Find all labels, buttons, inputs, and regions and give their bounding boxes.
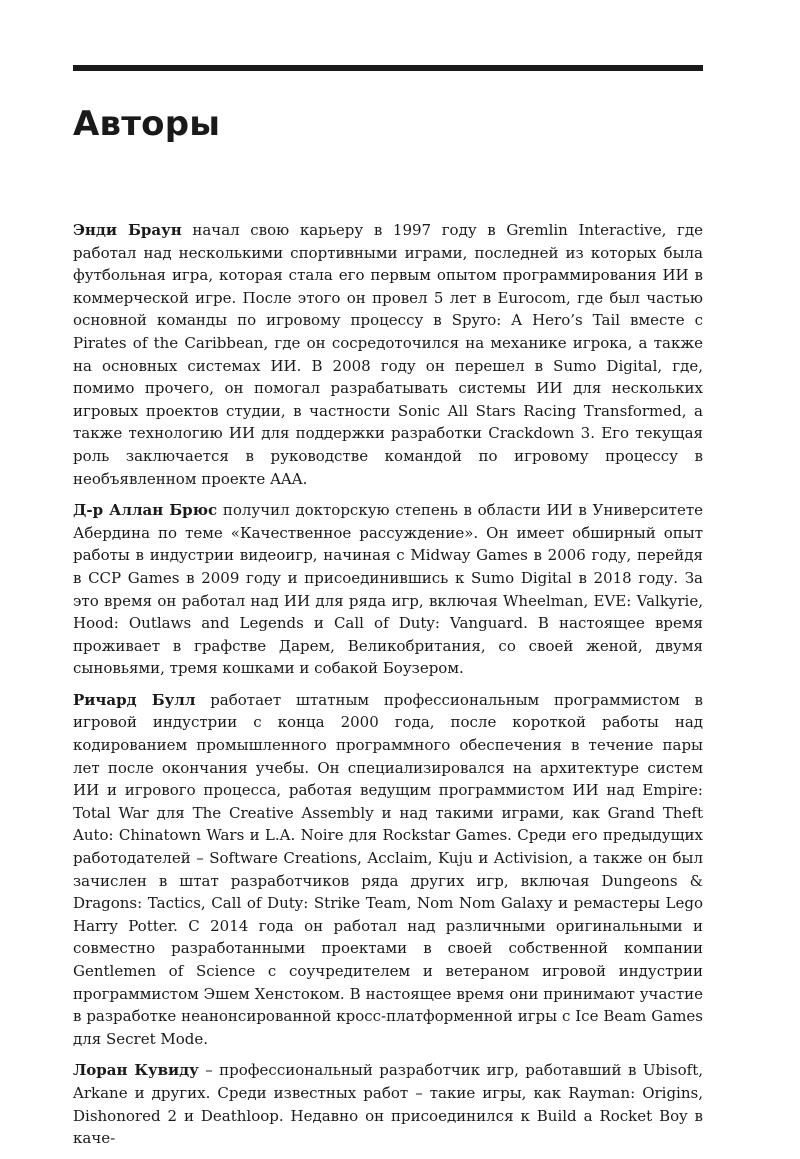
author-bio — [73, 1059, 703, 1149]
author-bio-text: – профессиональный разработчик игр, работавший в Ubisoft, Arkane и других. Среди известных работ – такие игры, как Rayman: Origins, Dishonored 2 и Deathloop. Недавно он присоединился к Build a Rocket Boy в каче- — [73, 1061, 704, 1148]
author-bio — [73, 689, 703, 1051]
author-bio — [73, 499, 703, 680]
author-bio — [73, 219, 703, 490]
author-name: Ричард Булл — [73, 690, 196, 709]
top-rule — [73, 65, 703, 71]
author-name: Энди Браун — [73, 221, 182, 239]
author-name: Лоран Кувиду — [73, 1061, 199, 1080]
page-heading: Авторы — [73, 104, 221, 144]
book-page — [73, 0, 704, 1148]
author-bio-text: начал свою карьеру в 1997 году в Gremlin Interactive, где работал над несколькими спортивными играми, последней из которых была футбольная игра, которая стала его первым опытом программирования ИИ в коммерческой игре. После этого он провел 5 лет в Eurocom, где был частью основной команды по игровому процессу в Spyro: A Hero’s Tail вместе с Pirates of the Caribbean, где он сосредоточился на механике игрока, а также на основных системах ИИ. В 2008 году он перешел в Sumo Digital, где, помимо прочего, он помогал разрабатывать системы ИИ для нескольких игровых проектов студии, в частности Sonic All Stars Racing Transformed, а также технологию ИИ для поддержки разработки Crackdown 3. Его текущая роль заключается в руководстве командой по игровому процессу в необъявленном проекте AAA. — [73, 221, 703, 488]
author-bio-text: получил докторскую степень в области ИИ в Университете Абердина по теме «Качественное рассуждение». Он имеет обширный опыт работы в индустрии видеоигр, начиная с Midway Games в 2006 году, перейдя в CCP Games в 2009 году и присоединившись к Sumo Digital в 2018 году. За это время он работал над ИИ для ряда игр, включая Wheelman, EVE: Valkyrie, Hood: Outlaws and Legends и Call of Duty: Vanguard. В настоящее время проживает в графстве Дарем, Великобритания, со своей женой, двумя сыновьями, тремя кошками и собакой Боузером. — [73, 501, 703, 678]
author-name: Д-р Аллан Брюс — [73, 501, 218, 520]
author-bio-text: работает штатным профессиональным программистом в игровой индустрии с конца 2000 года, после короткой работы над кодированием промышленного программного обеспечения в течение пары лет после окончания учебы. Он специализировался на архитектуре систем ИИ и игрового процесса, работая ведущим программистом ИИ над Empire: Total War для The Creative Assembly и над такими играми, как Grand Theft Auto: Chinatown Wars и L.A. Noire для Rockstar Games. Среди его предыдущих работодателей – Software Creations, Acclaim, Kuju и Activision, а также он был зачислен в штат разработчиков ряда других игр, включая Dungeons & Dragons: Tactics, Call of Duty: Strike Team, Nom Nom Galaxy и ремастеры Lego Harry Potter. С 2014 года он работал над различными оригинальными и совместно разработанными проектами в своей собственной компании Gentlemen of Science с соучредителем и ветераном игровой индустрии программистом Эшем Хенстоком. В настоящее время они принимают участие в разработке неанонсированной кросс-платформенной игры с Ice Beam Games для Secret Mode. — [73, 690, 703, 1048]
author-bio-list — [73, 219, 703, 1159]
